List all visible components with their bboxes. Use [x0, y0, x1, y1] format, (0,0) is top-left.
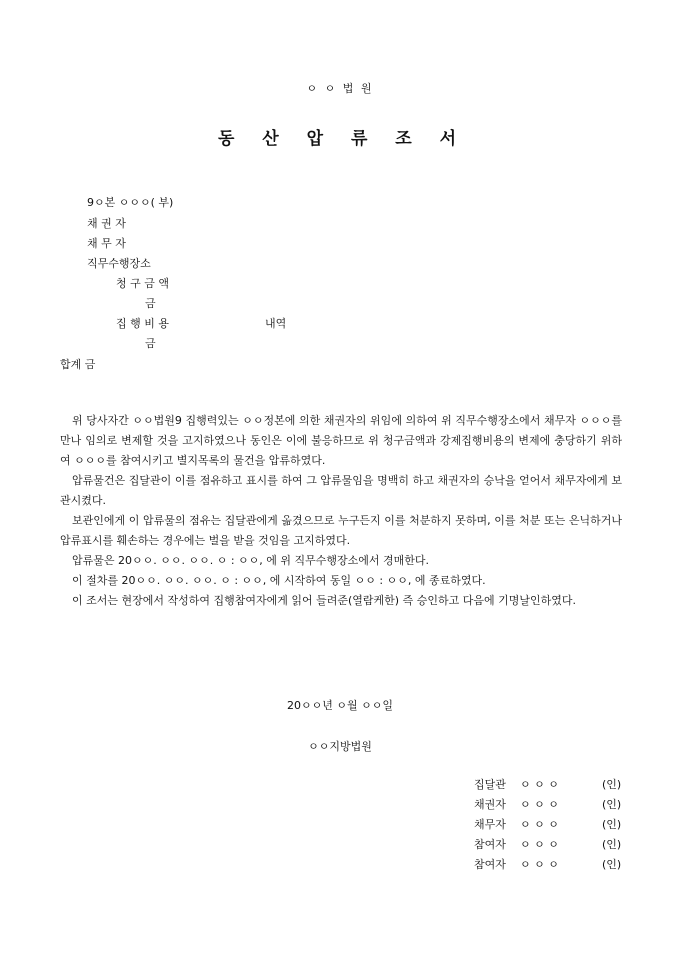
signature-row [474, 856, 621, 872]
document-date: 20ㅇㅇ년 ㅇ월 ㅇㅇ일 [287, 699, 393, 712]
total-label: 합계 금 [60, 358, 96, 371]
court-name: ㅇ ㅇ 법 원 [306, 82, 374, 95]
document-body [60, 411, 622, 611]
body-paragraph-2: 압류물건은 집달관이 이를 점유하고 표시를 하여 그 압류물임을 명백히 하고 채권자의 승낙을 얻어서 채무자에게 보관시켰다. [60, 474, 622, 507]
exec-cost-suffix: 금 [145, 337, 156, 350]
exec-cost-label: 집 행 비 용 [116, 317, 169, 330]
creditor-label: 채 권 자 [87, 217, 126, 230]
signature-role: 채권자 [474, 798, 506, 811]
body-paragraph-5: 이 절차를 20ㅇㅇ. ㅇㅇ. ㅇㅇ. ㅇ : ㅇㅇ, 에 시작하여 동일 ㅇㅇ : ㅇㅇ, 에 종료하였다. [72, 574, 486, 587]
seal-mark: (인) [602, 838, 622, 851]
seal-mark: (인) [602, 858, 622, 871]
claim-amount-suffix: 금 [145, 297, 156, 310]
body-paragraph-1: 위 당사자간 ㅇㅇ법원9 집행력있는 ㅇㅇ정본에 의한 채권자의 위임에 의하여 위 직무수행장소에서 채무자 ㅇㅇㅇ를 만나 임의로 변제할 것을 고지하였으나 동인은 이에 불응하므로 위 청구금액과 강제집행비용의 변제에 충당하기 위하여 ㅇㅇㅇ를 참여시키고 별지목록의 물건을 압류하였다. [60, 414, 622, 467]
signature-row [474, 776, 621, 792]
place-label: 직무수행장소 [87, 257, 151, 270]
signature-role: 채무자 [474, 818, 506, 831]
signature-name-marks: ㅇ ㅇ ㅇ [520, 858, 559, 871]
signature-row [474, 796, 621, 812]
signature-name-marks: ㅇ ㅇ ㅇ [520, 778, 559, 791]
seal-mark: (인) [602, 818, 622, 831]
signature-row [474, 816, 621, 832]
claim-amount-label: 청 구 금 액 [116, 277, 169, 290]
body-paragraph-3: 보관인에게 이 압류물의 점유는 집달관에게 옮겼으므로 누구든지 이를 처분하지 못하며, 이를 처분 또는 은닉하거나 압류표시를 훼손하는 경우에는 벌을 받을 것임을 고지하였다. [60, 514, 622, 547]
body-paragraph-4: 압류물은 20ㅇㅇ. ㅇㅇ. ㅇㅇ. ㅇ : ㅇㅇ, 에 위 직무수행장소에서 경매한다. [72, 554, 430, 567]
issuing-court: ㅇㅇ지방법원 [308, 740, 372, 753]
signature-name-marks: ㅇ ㅇ ㅇ [520, 838, 559, 851]
signature-name-marks: ㅇ ㅇ ㅇ [520, 798, 559, 811]
signature-role: 참여자 [474, 838, 506, 851]
exec-cost-detail: 내역 [265, 317, 287, 330]
seal-mark: (인) [602, 798, 622, 811]
body-paragraph-6: 이 조서는 현장에서 작성하여 집행참여자에게 읽어 들려준(열람케한) 즉 승인하고 다음에 기명날인하였다. [72, 594, 576, 607]
document-title: 동 산 압 류 조 서 [217, 129, 463, 149]
signature-role: 집달관 [474, 778, 506, 791]
signature-name-marks: ㅇ ㅇ ㅇ [520, 818, 559, 831]
signature-role: 참여자 [474, 858, 506, 871]
case-line: 9ㅇ본 ㅇㅇㅇ( 부) [87, 196, 174, 209]
signature-row [474, 836, 621, 852]
debtor-label: 채 무 자 [87, 237, 126, 250]
seal-mark: (인) [602, 778, 622, 791]
